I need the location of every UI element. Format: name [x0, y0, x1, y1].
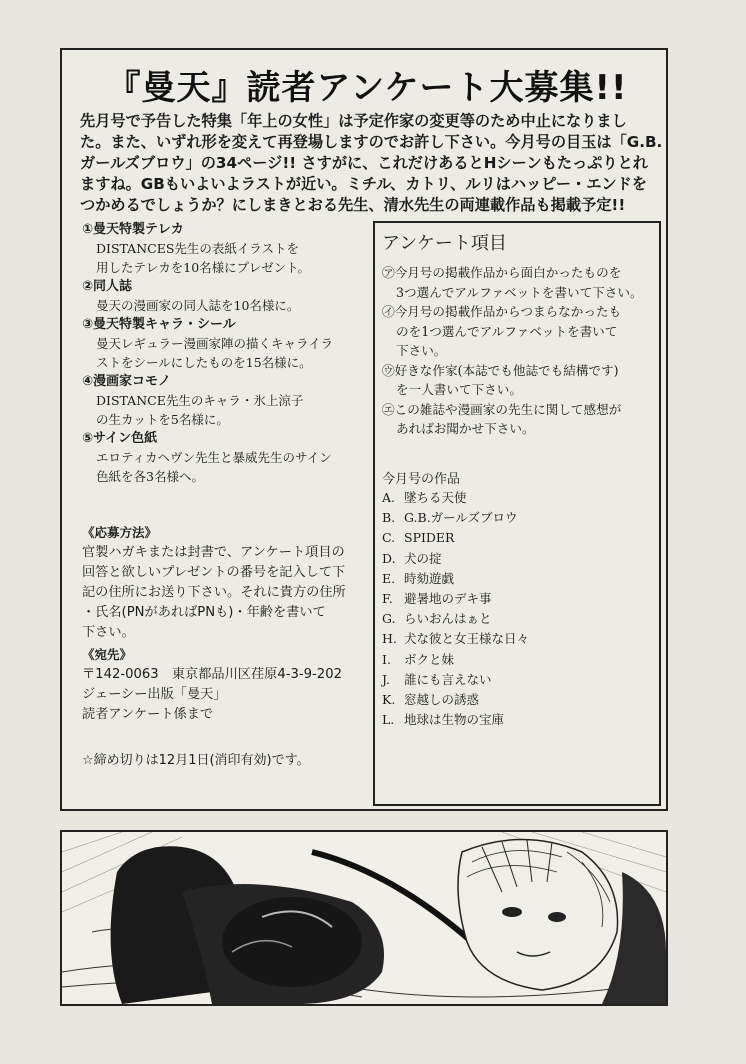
work-name: 避暑地のデキ事 [404, 590, 492, 606]
work-item [382, 549, 658, 569]
survey-items-box [373, 221, 661, 806]
work-name: 犬な彼と女王様な日々 [404, 631, 530, 647]
intro-line: 先月号で予告した特集「年上の女性」は予定作家の変更等のため中止になりまし [80, 112, 627, 130]
question-line: ㋓この雑誌や漫画家の先生に関して感想が [382, 401, 622, 417]
intro-line: た。また、いずれ形を変えて再登場しますのでお許し下さい。今月号の目玉は「G.B. [80, 133, 663, 151]
intro-line: ますね。GBもいよいよラストが近い。ミチル、カトリ、ルリはハッピー・エンドを [80, 175, 647, 193]
work-letter: J. [382, 671, 391, 687]
prize-detail: DISTANCE先生のキャラ・氷上涼子 [96, 393, 304, 408]
survey-title: アンケート項目 [382, 233, 507, 254]
intro-paragraph [80, 111, 663, 216]
work-item [382, 650, 658, 670]
work-item [382, 629, 658, 649]
method-label: 《応募方法》 [82, 525, 158, 540]
manga-panel-illustration [60, 830, 668, 1006]
work-name: 地球は生物の宝庫 [404, 712, 505, 728]
prize-heading: ③曼天特製キャラ・シール [82, 317, 236, 332]
intro-line: ガールズブロウ」の34ページ!! さすがに、これだけあるとHシーンもたっぷりとれ [80, 154, 648, 172]
prize-detail: の生カットを5名様に。 [96, 412, 229, 427]
page-title: 『曼天』読者アンケート大募集!! [106, 68, 628, 108]
work-letter: A. [382, 490, 396, 505]
prize-detail: ストをシールにしたものを15名様に。 [96, 355, 312, 370]
prize-detail: 曼天の漫画家の同人誌を10名様に。 [96, 298, 300, 313]
question-line: 下さい。 [396, 343, 447, 358]
prize-heading: ②同人誌 [82, 279, 133, 294]
work-name: 墜ちる天使 [404, 490, 467, 505]
method-line: 記の住所にお送り下さい。それに貴方の住所 [82, 585, 346, 600]
work-item [382, 508, 658, 528]
prize-detail: 色紙を各3名様へ。 [96, 469, 204, 484]
work-letter: F. [382, 590, 393, 606]
question-line: あればお聞かせ下さい。 [396, 421, 535, 436]
address-line: ジェーシー出版「曼天」 [82, 687, 227, 702]
work-item [382, 528, 658, 548]
work-item [382, 589, 658, 609]
address-line: 〒142-0063 東京都品川区荏原4-3-9-202 [82, 667, 342, 682]
deadline-note: ☆締め切りは12月1日(消印有効)です。 [82, 753, 310, 768]
work-letter: B. [382, 510, 396, 526]
prize-list [82, 220, 362, 486]
address-label: 《宛先》 [82, 647, 133, 662]
work-item [382, 609, 658, 629]
method-line: 回答と欲しいプレゼントの番号を記入して下 [82, 565, 346, 580]
work-letter: C. [382, 530, 396, 546]
address-line: 読者アンケート係まで [82, 707, 214, 722]
illustration-drawing [62, 832, 666, 1004]
work-name: ボクと妹 [404, 651, 455, 667]
method-line: ・氏名(PNがあればPNも)・年齢を書いて [82, 605, 326, 620]
work-name: 犬の掟 [404, 550, 442, 566]
works-title: 今月号の作品 [382, 472, 461, 487]
work-item [382, 670, 658, 690]
work-name: G.B.ガールズブロウ [404, 510, 518, 526]
work-name: 窓越しの誘惑 [404, 691, 480, 707]
question-line: のを1つ選んでアルファベットを書いて [396, 323, 618, 339]
work-letter: L. [382, 712, 395, 728]
work-letter: G. [382, 611, 396, 627]
works-list [382, 488, 658, 730]
work-name: SPIDER [404, 530, 455, 546]
prize-detail: 曼天レギュラー漫画家陣の描くキャライラ [96, 336, 334, 351]
survey-questions [382, 263, 658, 439]
work-item [382, 488, 658, 508]
work-letter: H. [382, 631, 397, 647]
work-item [382, 690, 658, 710]
question-line: ㋒好きな作家(本誌でも他誌でも結構です) [382, 362, 619, 378]
work-letter: I. [382, 651, 391, 667]
method-line: 下さい。 [82, 625, 135, 640]
prize-detail: 用したテレカを10名様にプレゼント。 [96, 260, 311, 275]
intro-line: つかめるでしょうか？にしまきとおる先生、清水先生の両連載作品も掲載予定!! [80, 196, 626, 214]
question-line: を一人書いて下さい。 [396, 382, 522, 397]
method-line: 官製ハガキまたは封書で、アンケート項目の [82, 545, 345, 560]
work-name: 誰にも言えない [404, 671, 492, 687]
application-instructions [82, 523, 372, 725]
work-letter: E. [382, 570, 396, 586]
work-name: らいおんはぁと [404, 611, 492, 627]
work-letter: K. [382, 691, 396, 707]
work-item [382, 710, 658, 730]
question-line: ㋑今月号の掲載作品からつまらなかったも [382, 304, 622, 319]
question-line: 3つ選んでアルファベットを書いて下さい。 [396, 284, 643, 300]
question-line: ㋐今月号の掲載作品から面白かったものを [382, 265, 622, 280]
prize-detail: エロティカヘヴン先生と暴威先生のサイン [96, 450, 332, 465]
work-name: 時劾遊戯 [404, 570, 455, 586]
work-letter: D. [382, 550, 396, 566]
prize-heading: ①曼天特製テレカ [82, 222, 184, 237]
prize-heading: ⑤サイン色紙 [82, 431, 158, 446]
prize-detail: DISTANCES先生の表紙イラストを [96, 241, 300, 256]
work-item [382, 569, 658, 589]
prize-heading: ④漫画家コモノ [82, 374, 171, 389]
